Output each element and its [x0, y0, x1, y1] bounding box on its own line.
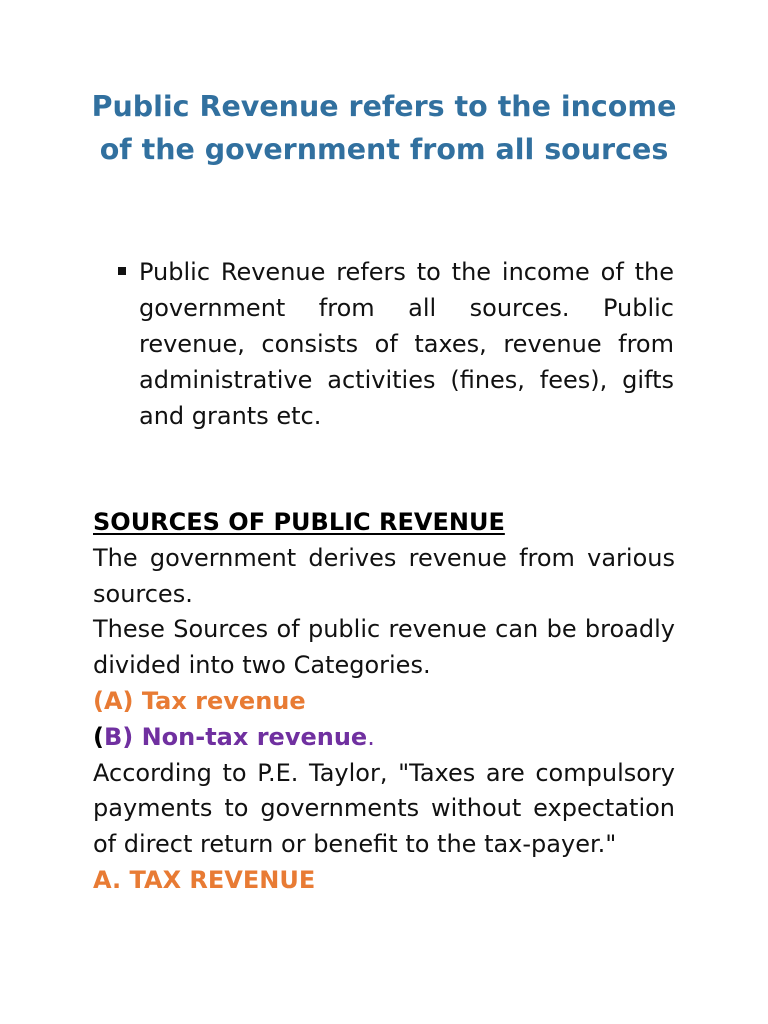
taylor-quote: According to P.E. Taylor, "Taxes are compulsory payments to governments without expectation of direct return or benefit to the tax-payer." — [93, 758, 675, 859]
square-bullet-icon — [118, 267, 126, 275]
category-b-line — [93, 720, 675, 756]
tax-revenue-heading: A. TAX REVENUE — [93, 865, 316, 894]
sources-section — [93, 505, 675, 899]
category-a-label: (A) Tax revenue — [93, 686, 306, 715]
categories-text: These Sources of public revenue can be broadly divided into two Categories. — [93, 615, 675, 680]
sources-intro: The government derives revenue from various sources. — [93, 543, 675, 608]
bullet-text: Public Revenue refers to the income of the government from all sources. Public revenue, consists of taxes, revenue from administrative activities (fines, fees), gifts and grants etc. — [139, 258, 674, 430]
bullet-list-item — [116, 254, 676, 434]
category-b-label: B) Non-tax revenue — [103, 722, 368, 751]
page-title: Public Revenue refers to the income of the government from all sources — [91, 90, 677, 166]
sources-heading: SOURCES OF PUBLIC REVENUE — [93, 508, 505, 536]
category-b-paren: ( — [93, 722, 104, 751]
category-b-dot: . — [367, 722, 375, 751]
